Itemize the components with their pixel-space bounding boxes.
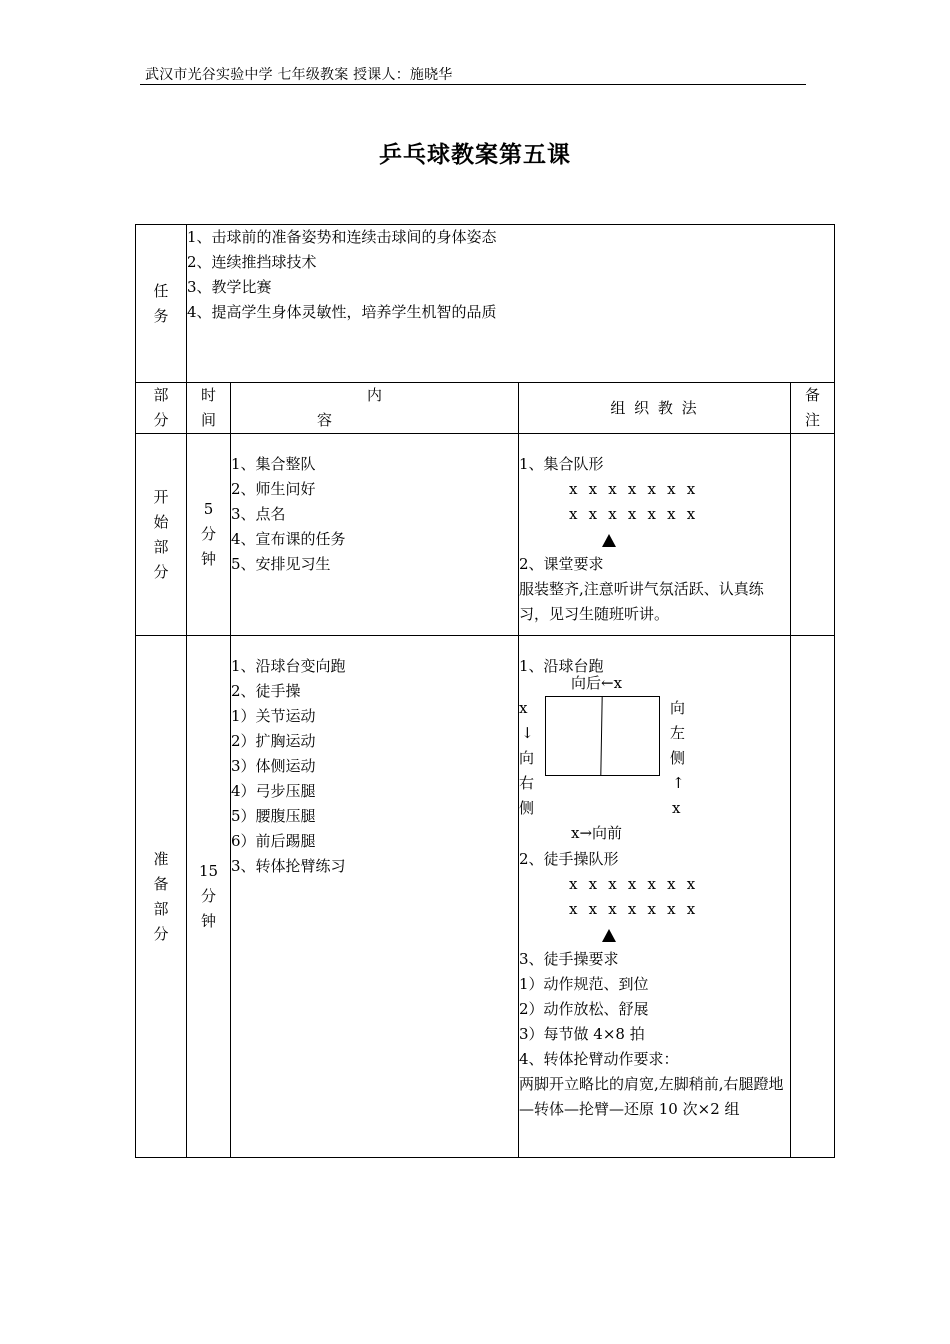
content-item: 3、点名	[231, 505, 286, 523]
content-item: 4）弓步压腿	[231, 782, 316, 800]
header-rule	[140, 84, 806, 85]
teacher-triangle-icon	[602, 929, 616, 942]
diagram-right-text: 左	[670, 724, 686, 742]
down-arrow-icon: ↓	[521, 724, 534, 742]
content-item: 2、师生问好	[231, 480, 316, 498]
lesson-plan-table	[135, 224, 835, 1158]
formation-row: x x x x x x x	[569, 900, 699, 918]
header-content: 内容	[231, 383, 519, 434]
formation-row: x x x x x x x	[569, 480, 699, 498]
diagram-left-text: 右	[519, 774, 535, 792]
formation-title: 1、集合队形	[519, 455, 604, 473]
requirement-item: 3）每节做 4×8 拍	[519, 1025, 645, 1043]
section-prep-label: 准 备 部 分	[136, 636, 187, 1158]
page-header: 武汉市光谷实验中学 七年级教案 授课人：施晓华	[145, 67, 453, 83]
diagram-bottom-label: x→向前	[571, 824, 623, 842]
requirement-item: 1）动作规范、到位	[519, 975, 649, 993]
table-tennis-table	[545, 696, 660, 776]
swing-text: 两脚开立略比的肩宽,左脚稍前,右腿蹬地—转体—抡臂—还原 10 次×2 组	[519, 1075, 784, 1118]
content-item: 2）扩胸运动	[231, 732, 316, 750]
header-method: 组 织 教 法	[519, 383, 791, 434]
section-start-method	[519, 434, 791, 636]
diagram-left-text: 侧	[519, 799, 535, 817]
task-item: 3、教学比赛	[187, 278, 272, 296]
content-item: 1、沿球台变向跑	[231, 657, 346, 675]
diagram-left-x: x	[519, 699, 528, 717]
teacher-triangle-icon	[602, 534, 616, 547]
section-start-time: 5 分 钟	[187, 434, 231, 636]
requirement-title: 3、徒手操要求	[519, 950, 619, 968]
task-item: 2、连续推挡球技术	[187, 253, 317, 271]
header-remark: 备 注	[791, 383, 835, 434]
section-prep-row	[136, 636, 835, 1158]
page-title: 乒乓球教案第五课	[379, 142, 571, 168]
task-item: 1、击球前的准备姿势和连续击球间的身体姿态	[187, 228, 497, 246]
diagram-top-label: 向后←x	[571, 674, 623, 692]
section-prep-remark	[791, 636, 835, 1158]
diagram-right-x: x	[672, 799, 681, 817]
header-part: 部 分	[136, 383, 187, 434]
content-item: 1、集合整队	[231, 455, 316, 473]
header-time: 时 间	[187, 383, 231, 434]
section-start-remark	[791, 434, 835, 636]
section-start-content	[231, 434, 519, 636]
formation-title: 2、徒手操队形	[519, 850, 619, 868]
section-prep-time: 15 分 钟	[187, 636, 231, 1158]
content-item: 6）前后踢腿	[231, 832, 316, 850]
diagram-right-text: 向	[670, 699, 686, 717]
swing-title: 4、转体抡臂动作要求：	[519, 1050, 679, 1068]
up-arrow-icon: ↑	[672, 774, 685, 792]
task-row	[136, 225, 835, 383]
content-item: 2、徒手操	[231, 682, 301, 700]
formation-row: x x x x x x x	[569, 875, 699, 893]
column-header-row	[136, 383, 835, 434]
content-item: 5）腰腹压腿	[231, 807, 316, 825]
content-item: 4、宣布课的任务	[231, 530, 346, 548]
section-start-row	[136, 434, 835, 636]
requirement-item: 2）动作放松、舒展	[519, 1000, 649, 1018]
section-start-label: 开 始 部 分	[136, 434, 187, 636]
diagram-left-text: 向	[519, 749, 535, 767]
task-label: 任 务	[136, 225, 187, 383]
section-prep-content	[231, 636, 519, 1158]
diagram-right-text: 侧	[670, 749, 686, 767]
task-item: 4、提高学生身体灵敏性，培养学生机智的品质	[187, 303, 497, 321]
section-prep-method	[519, 636, 791, 1158]
content-item: 1）关节运动	[231, 707, 316, 725]
run-title: 1、沿球台跑	[519, 657, 604, 675]
requirement-text: 服装整齐,注意听讲气氛活跃、认真练习，见习生随班听讲。	[519, 580, 764, 623]
formation-row: x x x x x x x	[569, 505, 699, 523]
table-run-diagram	[519, 674, 691, 842]
content-item: 3、转体抡臂练习	[231, 857, 346, 875]
task-list	[187, 225, 835, 383]
content-item: 5、安排见习生	[231, 555, 331, 573]
content-item: 3）体侧运动	[231, 757, 316, 775]
requirement-title: 2、课堂要求	[519, 555, 604, 573]
